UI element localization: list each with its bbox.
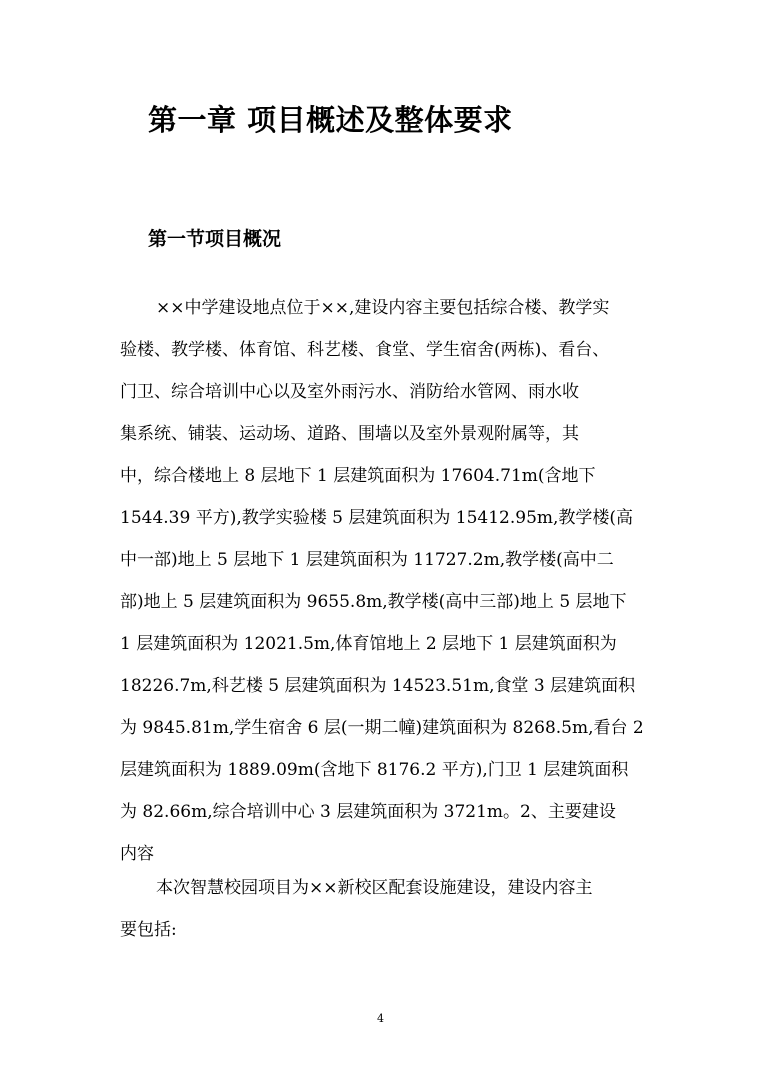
smart-campus-paragraph: [120, 867, 650, 951]
page-number: 4: [377, 1012, 384, 1025]
paragraph-line: 18226.7m,科艺楼 5 层建筑面积为 14523.51m,食堂 3 层建筑面积: [120, 676, 636, 696]
paragraph-line: 本次智慧校园项目为××新校区配套设施建设，建设内容主: [156, 878, 593, 898]
paragraph-line: 集系统、铺装、运动场、道路、围墙以及室外景观附属等，其: [120, 424, 579, 444]
paragraph-line: 内容: [120, 844, 154, 864]
paragraph-line: 中一部)地上 5 层地下 1 层建筑面积为 11727.2m,教学楼(高中二: [120, 550, 614, 570]
paragraph-line: 部)地上 5 层建筑面积为 9655.8m,教学楼(高中三部)地上 5 层地下: [120, 592, 627, 612]
chapter-title: 第一章 项目概述及整体要求: [148, 103, 513, 137]
project-overview-paragraph: [120, 287, 650, 875]
paragraph-line: 中，综合楼地上 8 层地下 1 层建筑面积为 17604.71m(含地下: [120, 466, 596, 486]
paragraph-line: 为 9845.81m,学生宿舍 6 层(一期二幢)建筑面积为 8268.5m,看台 2: [120, 718, 644, 738]
paragraph-line: 验楼、教学楼、体育馆、科艺楼、食堂、学生宿舍(两栋)、看台、: [120, 340, 610, 360]
paragraph-line: 1 层建筑面积为 12021.5m,体育馆地上 2 层地下 1 层建筑面积为: [120, 634, 617, 654]
paragraph-line: 1544.39 平方),教学实验楼 5 层建筑面积为 15412.95m,教学楼(高: [120, 508, 634, 528]
paragraph-line: 为 82.66m,综合培训中心 3 层建筑面积为 3721m。2、主要建设: [120, 802, 616, 822]
paragraph-line: ××中学建设地点位于××,建设内容主要包括综合楼、教学实: [156, 298, 610, 318]
paragraph-line: 门卫、综合培训中心以及室外雨污水、消防给水管网、雨水收: [120, 382, 579, 402]
section-title: 第一节项目概况: [148, 228, 282, 250]
paragraph-line: 要包括:: [120, 920, 177, 940]
paragraph-line: 层建筑面积为 1889.09m(含地下 8176.2 平方),门卫 1 层建筑面积: [120, 760, 629, 780]
